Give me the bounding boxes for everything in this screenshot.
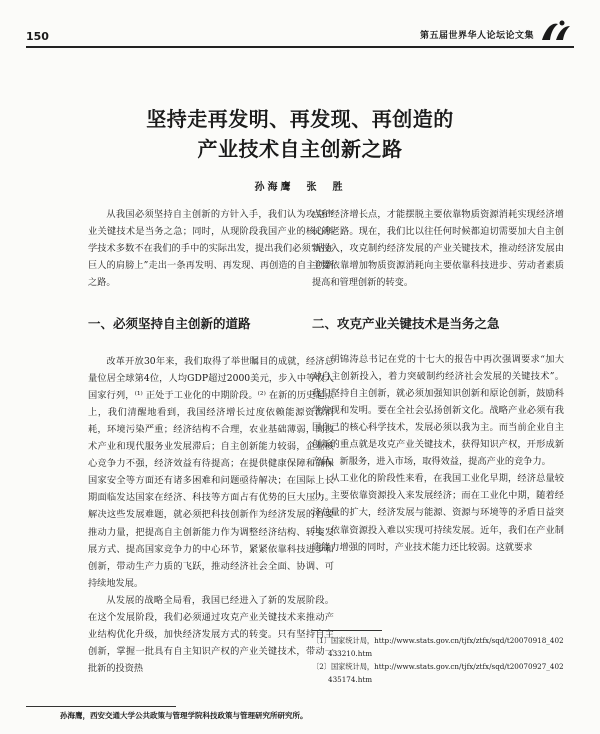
body-paragraph: 改革开放30年来，我们取得了举世瞩目的成就，经济总量位居全球第4位，人均GDP超过2000美元，步入中等收入国家行列，⁽¹⁾ 正处于工业化的中期阶段。⁽²⁾ 在新的历史起点上，我们清醒地看到，我国经济增长过度依赖能源资源消耗，环境污染严重；经济结构不合理，农业基础薄弱，高技术产业和现代服务业发展滞后；自主创新能力较弱，企业核心竞争力不强，经济效益有待提高；在提供健康保障和确保国家安全等方面还有诸多困难和问题亟待解决；在国际上长期面临发达国家在经济、科技等方面占有优势的巨大压力。解决这些发展难题，就必须把科技创新作为经济发展的首要推动力量，把提高自主创新能力作为调整经济结构、转变发展方式、提高国家竞争力的中心环节，紧紧依靠科技进步和创新，带动生产力质的飞跃，推动经济社会全面、协调、可持续地发展。 bbox=[88, 355, 334, 589]
running-title: 第五届世界华人论坛论文集 bbox=[419, 31, 534, 41]
footnote-2: 〔2〕国家统计局，http://www.stats.gov.cn/tjfx/ztfx/sqd/t20070927_402435174.htm bbox=[312, 662, 564, 684]
forum-logo-icon bbox=[538, 18, 574, 44]
authors: 孙海鹰 张 胜 bbox=[254, 182, 346, 193]
intro-paragraph: 从我国必须坚持自主创新的方针入手，我们认为攻克产业关键技术是当务之急；同时，从现阶段我国产业的核心科学技术多数不在我们的手中的实际出发，提出我们必须“站在巨人的肩膀上”走出一条再发明、再发现、再创造的自主创新之路。 bbox=[88, 209, 334, 289]
header-rule bbox=[26, 46, 574, 48]
continued-paragraph: 点和经济增长点，才能摆脱主要依靠物质资源消耗实现经济增长的老路。现在，我们比以往任何时候都迫切需要加大自主创新投入，攻克制约经济发展的产业关键技术，推动经济发展由主要依靠增加物质资源消耗向主要依靠科技进步、劳动者素质提高和管理创新的转变。 bbox=[312, 209, 564, 289]
body-paragraph: 从工业化的阶段性来看，在我国工业化早期，经济总量较小，主要依靠资源投入来发展经济；而在工业化中期，随着经济总量的扩大，经济发展与能源、资源与环境等的矛盾日益突出，依靠资源投入难以实现可持续发展。近年，我们在产业制造能力增强的同时，产业技术能力还比较弱。这就要求 bbox=[312, 473, 564, 553]
body-paragraph: 从发展的战略全局看，我国已经进入了新的发展阶段。在这个发展阶段，我们必须通过攻克产业关键技术来推动产业结构优化升级，加快经济发展方式的转变。只有坚持自主创新，掌握一批具有自主知识产权的产业关键技术，带动一批新的投资热 bbox=[88, 594, 334, 675]
affiliation-rule bbox=[26, 706, 176, 707]
author-affiliation: 孙海鹰，西安交通大学公共政策与管理学院科技政策与管理研究所研究所。 bbox=[60, 711, 308, 720]
running-header bbox=[26, 18, 574, 48]
footnote-rule bbox=[312, 630, 382, 631]
page-number: 150 bbox=[26, 30, 49, 43]
section-heading-2: 二、攻克产业关键技术是当务之急 bbox=[312, 316, 500, 332]
footnotes bbox=[312, 634, 564, 686]
footnote-1: 〔1〕国家统计局，http://www.stats.gov.cn/tjfx/ztfx/sqd/t20070918_402433210.htm bbox=[312, 636, 564, 658]
title-line-2: 产业技术自主创新之路 bbox=[197, 137, 403, 161]
article-title bbox=[0, 104, 600, 164]
body-paragraph: 胡锦涛总书记在党的十七大的报告中再次强调要求“加大对自主创新投入，着力突破制约经济社会发展的关键技术”。我们坚持自主创新，就必须加强知识创新和原论创新，鼓励科学发现和发明。要在全社会弘扬创新文化。战略产业必须有我国自己的核心科学技术，发展必须以我为主。而当前企业自主创新的重点就是攻克产业关键技术，获得知识产权，开形成新产品、新服务，进入市场，取得效益，提高产业的竞争力。 bbox=[312, 353, 564, 468]
right-column bbox=[312, 206, 564, 556]
title-line-1: 坚持走再发明、再发现、再创造的 bbox=[146, 107, 454, 131]
left-column bbox=[88, 206, 334, 677]
section-heading-1: 一、必须坚持自主创新的道路 bbox=[88, 316, 251, 332]
